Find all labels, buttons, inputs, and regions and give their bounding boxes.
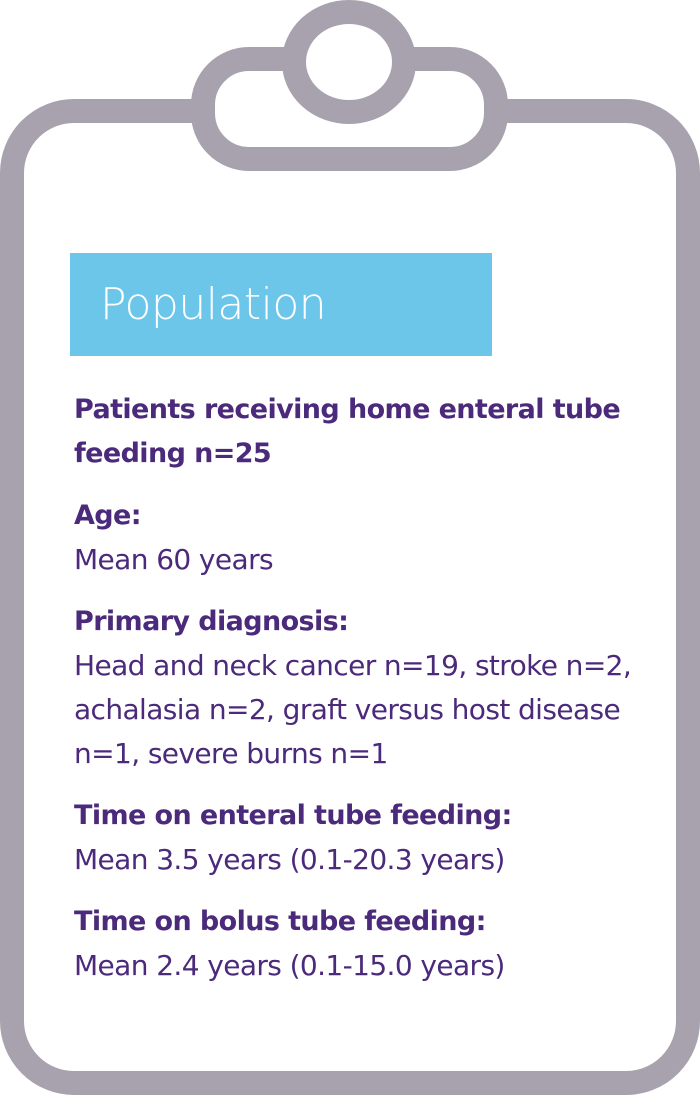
section-enteral-time <box>74 794 654 882</box>
section-text: Mean 60 years <box>74 543 273 576</box>
page-title: Population <box>100 279 327 330</box>
section-text: Mean 2.4 years (0.1-15.0 years) <box>74 949 505 982</box>
section-primary-diagnosis <box>74 600 654 776</box>
section-heading: Age: <box>74 500 141 531</box>
section-age <box>74 494 654 582</box>
title-banner <box>70 253 492 356</box>
section-bolus-time <box>74 900 654 988</box>
section-text: Mean 3.5 years (0.1-20.3 years) <box>74 843 505 876</box>
section-heading: Time on bolus tube feeding: <box>74 906 486 937</box>
section-heading: Primary diagnosis: <box>74 606 349 637</box>
section-text: Head and neck cancer n=19, stroke n=2, achalasia n=2, graft versus host disease n=1, severe burns n=1 <box>74 649 632 770</box>
population-details <box>74 388 654 1006</box>
clipboard-ring <box>294 12 404 112</box>
lead-text: Patients receiving home enteral tube feeding n=25 <box>74 394 621 469</box>
section-heading: Time on enteral tube feeding: <box>74 800 512 831</box>
